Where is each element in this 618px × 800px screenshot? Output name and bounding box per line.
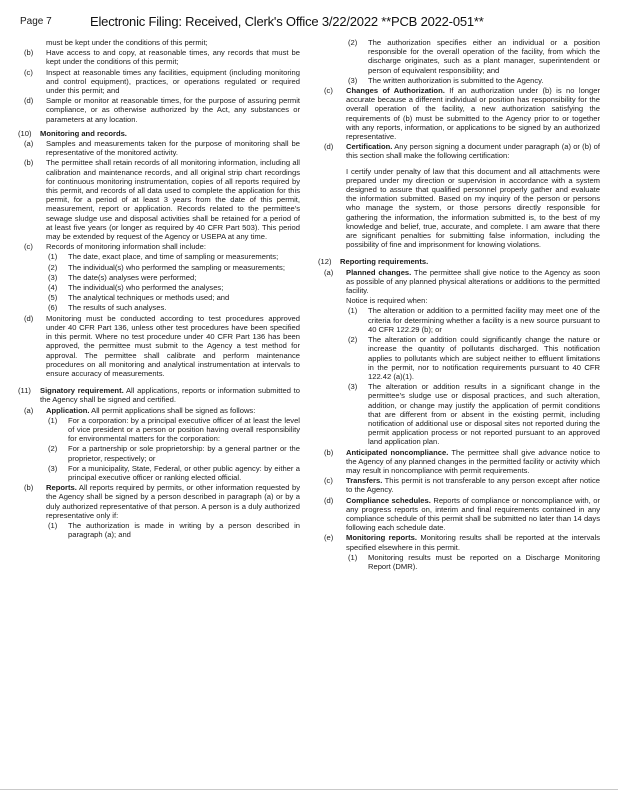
- paragraph-c: (c) Inspect at reasonable times any facilities, equipment (including monitoring and control equipment), practices, or operations regulated or required under this permit; and: [24, 67, 300, 96]
- paragraph-11c: (c) Changes of Authorization. If an authorization under (b) is no longer accurate because a different individual or position has responsibility for the overall operation of the facility, a new authorization satisfying the requirements of (b) must be submitted to the Agency prior to or together with any reports, information, or applications to be signed by an authorized representative.: [324, 86, 600, 142]
- paragraph-10c: (c) Records of monitoring information shall include:: [24, 242, 206, 252]
- paragraph-10b: (b) The permittee shall retain records of all monitoring information, including all calibration and maintenance records, and all original strip chart recordings for continuous monitoring instrumentation, copies of all reports required by this permit, and records of all data used to complete the application for this permit, for a period of at least 3 years from the date of this permit, measurement, report or application. Records related to the permittee's sewage sludge use and disposal activities shall be retained for a period of at least five years (or longer as required by 40 CFR Part 503). This period may be extended by request of the Agency or USEPA at any time.: [24, 158, 300, 242]
- paragraph-12a: (a) Planned changes. The permittee shall give notice to the Agency as soon as possible of any planned physical alterations or additions to the permitted facility.: [324, 267, 600, 296]
- list-item: (1) The date, exact place, and time of sampling or measurements;: [48, 252, 279, 262]
- paragraph-11a1: (1) For a corporation: by a principal executive officer of at least the level of vice president or a person or position having overall responsibility for environmental matters for the corporation:: [48, 415, 300, 444]
- paragraph-12d: (d) Compliance schedules. Reports of compliance or noncompliance with, or any progress reports on, interim and final requirements contained in any compliance schedule of this permit shall be submitted no later than 14 days following each schedule date.: [324, 495, 600, 533]
- section-11-heading: (11) Signatory requirement. All applications, reports or information submitted to the Agency shall be signed and certified.: [18, 386, 300, 405]
- paragraph-11a3: (3) For a municipality, State, Federal, or other public agency: by either a principal executive officer or ranking elected official.: [48, 463, 300, 482]
- paragraph-12e1: (1) Monitoring results must be reported on a Discharge Monitoring Report (DMR).: [348, 552, 600, 571]
- paragraph-11a: (a) Application. All permit applications shall be signed as follows:: [24, 405, 256, 415]
- list-item: (3) The date(s) analyses were performed;: [48, 272, 197, 282]
- paragraph-r3: (3) The written authorization is submitted to the Agency.: [348, 75, 544, 85]
- paragraph-12e: (e) Monitoring reports. Monitoring results shall be reported at the intervals specified elsewhere in this permit.: [324, 533, 601, 552]
- paragraph-10d: (d) Monitoring must be conducted according to test procedures approved under 40 CFR Part 136, unless other test procedures have been specified in this permit. Where no test procedure under 40 CFR Part 136 has been approved, the permittee must submit to the Agency a test method for approval. The permittee shall calibrate and perform maintenance procedures on all monitoring and analytical instrumentation at intervals to ensure accuracy of measurements.: [24, 313, 300, 378]
- notice-line: Notice is required when:: [346, 296, 428, 306]
- paragraph-11b: (b) Reports. All reports required by permits, or other information requested by the Agency shall be signed by a person described in paragraph (a) or by a duly authorized representative of that person. A person is a duly authorized representative only if:: [24, 483, 300, 520]
- filing-stamp: Electronic Filing: Received, Clerk's Office 3/22/2022 **PCB 2022-051**: [90, 14, 484, 29]
- right-column: [318, 38, 600, 572]
- section-10-heading: (10) Monitoring and records.: [18, 128, 127, 138]
- paragraph-b: (b) Have access to and copy, at reasonable times, any records that must be kept under the conditions of this permit;: [24, 48, 300, 67]
- paragraph-d: (d) Sample or monitor at reasonable times, for the purpose of assuring permit compliance, or as otherwise authorized by the Act, any substances or parameters at any location.: [24, 96, 300, 124]
- left-column: [18, 38, 300, 540]
- paragraph-r2: (2) The authorization specifies either an individual or a position responsible for the overall operation of the facility, from which the discharge originates, such as a plant manager, superintendent or person of equivalent responsibility; and: [348, 38, 600, 75]
- paragraph-12c: (c) Transfers. This permit is not transferable to any person except after notice to the Agency.: [324, 476, 600, 495]
- list-item: (5) The analytical techniques or methods used; and: [48, 293, 230, 303]
- paragraph-12a1: (1) The alteration or addition to a permitted facility may meet one of the criteria for determining whether a facility is a new source pursuant to 40 CFR 122.29 (b); or: [348, 306, 600, 334]
- paragraph-12a3: (3) The alteration or addition results in a significant change in the permittee's sludge use or disposal practices, and such alteration, addition, or change may justify the application of permit conditions that are different from or absent in the existing permit, including notification of additional use or disposal sites not reported during the permit application process or not reported pursuant to an approved land application plan.: [348, 382, 600, 447]
- page-label: Page 7: [20, 16, 52, 27]
- paragraph-11d: (d) Certification. Any person signing a document under paragraph (a) or (b) of this section shall make the following certification:: [324, 142, 600, 161]
- section-12-heading: (12) Reporting requirements.: [318, 257, 429, 267]
- scan-edge: [0, 789, 618, 790]
- list-item: (2) The individual(s) who performed the sampling or measurements;: [48, 262, 285, 272]
- paragraph-11b1: (1) The authorization is made in writing by a person described in paragraph (a); and: [48, 520, 300, 540]
- paragraph-12b: (b) Anticipated noncompliance. The permittee shall give advance notice to the Agency of any planned changes in the permitted facility or activity which may result in noncompliance with permit requirements.: [324, 447, 600, 475]
- paragraph-11a2: (2) For a partnership or sole proprietorship: by a general partner or the proprietor, respectively; or: [48, 444, 300, 463]
- list-item: (4) The individual(s) who performed the analyses;: [48, 283, 224, 293]
- paragraph: must be kept under the conditions of this permit;: [46, 38, 208, 47]
- list-item: (6) The results of such analyses.: [48, 303, 167, 313]
- paragraph-10a: (a) Samples and measurements taken for the purpose of monitoring shall be representative of the monitored activity.: [24, 139, 300, 158]
- certification-statement: I certify under penalty of law that this document and all attachments were prepared under my direction or supervision in accordance with a system designed to assure that qualified personnel properly gather and evaluate the information submitted. Based on my inquiry of the person or persons who manage the system, or those persons directly responsible for gathering the information, the information submitted is, to the best of my knowledge and belief, true, accurate, and complete. I am aware that there are significant penalties for submitting false information, including the possibility of fine and imprisonment for knowing violations.: [346, 166, 600, 250]
- records-list: [18, 252, 300, 312]
- paragraph-12a2: (2) The alteration or addition could significantly change the nature or increase the quantity of pollutants discharged. This notification applies to pollutants which are subject neither to effluent limitations in the permit, nor to notification requirements pursuant to 40 CFR 122.42 (a)(1).: [348, 335, 600, 381]
